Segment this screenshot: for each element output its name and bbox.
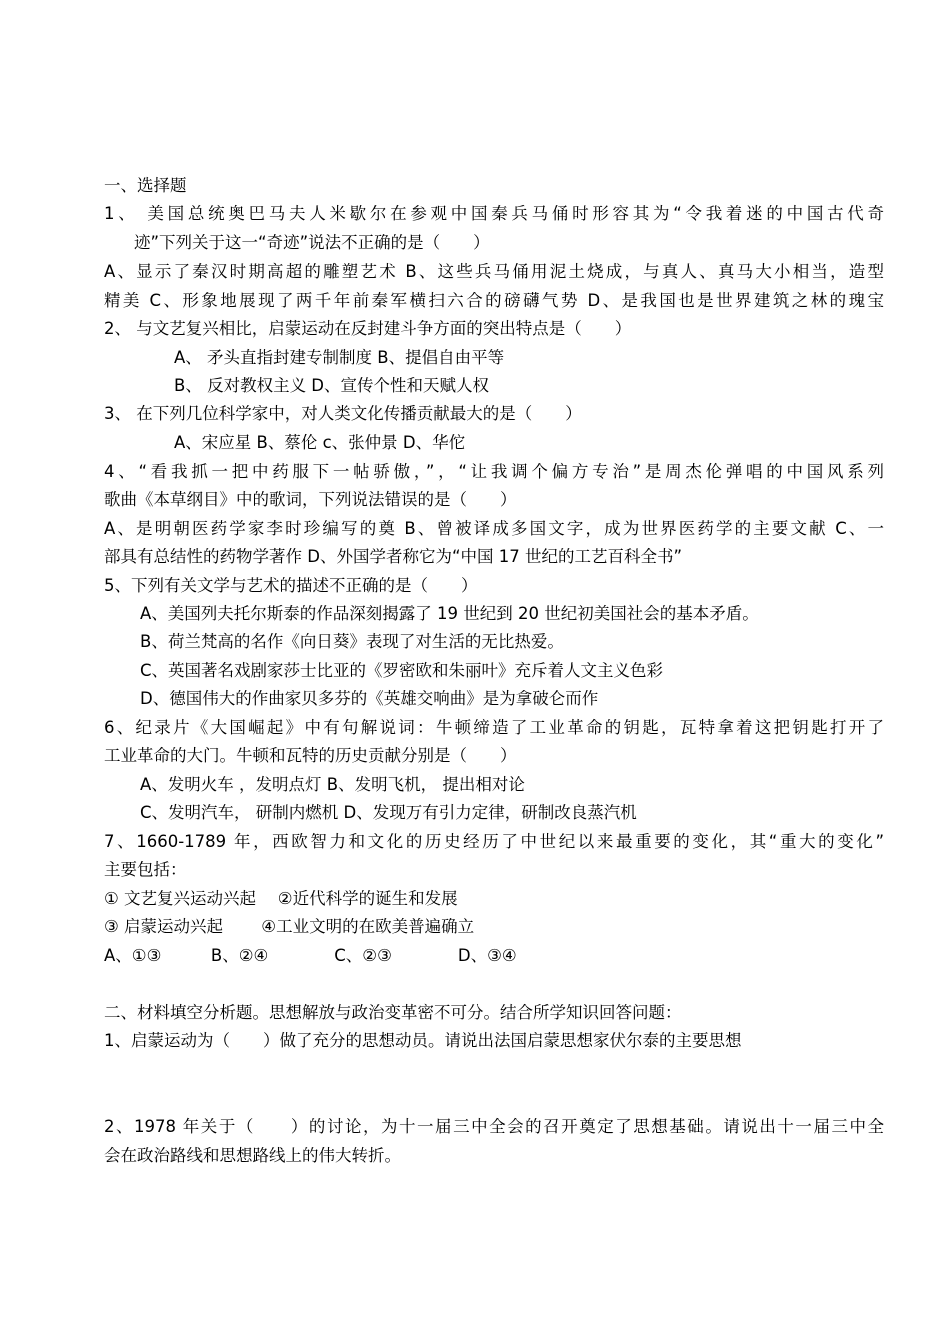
q7-stem-line1: 7、1660-1789 年，西欧智力和文化的历史经历了中世纪以来最重要的变化，其“重大的变化”	[104, 832, 884, 851]
q2-options-line2: B、 反对教权主义 D、宣传个性和天赋人权	[174, 376, 490, 395]
q4-options-line1: A、是明朝医药学家李时珍编写的奠 B、曾被译成多国文字，成为世界医药学的主要文献 C、一	[104, 519, 884, 538]
q7-items-line2: ③ 启蒙运动兴起 ④工业文明的在欧美普遍确立	[104, 917, 475, 936]
q4-stem-line2: 歌曲《本草纲目》中的歌词，下列说法错误的是（ ）	[104, 490, 517, 509]
q7-options: A、①③ B、②④ C、②③ D、③④	[104, 946, 517, 965]
q6-options-line2: C、发明汽车， 研制内燃机 D、发现万有引力定律，研制改良蒸汽机	[140, 803, 637, 822]
section2-heading: 二、材料填空分析题。思想解放与政治变革密不可分。结合所学知识回答问题：	[104, 1003, 682, 1022]
q1-options-line2: 精美 C、形象地展现了两千年前秦军横扫六合的磅礴气势 D、是我国也是世界建筑之林的瑰宝	[104, 291, 884, 310]
q5-option-b: B、荷兰梵高的名作《向日葵》表现了对生活的无比热爱。	[140, 632, 564, 651]
q3-stem: 3、 在下列几位科学家中，对人类文化传播贡献最大的是（ ）	[104, 404, 582, 423]
q1-stem-line1: 1、 美国总统奥巴马夫人米歇尔在参观中国秦兵马俑时形容其为“令我着迷的中国古代奇	[104, 204, 884, 223]
q2-stem: 2、 与文艺复兴相比，启蒙运动在反封建斗争方面的突出特点是（ ）	[104, 319, 632, 338]
q6-stem-line1: 6、纪录片《大国崛起》中有句解说词：牛顿缔造了工业革命的钥匙，瓦特拿着这把钥匙打开了	[104, 718, 884, 737]
q4-stem-line1: 4、“看我抓一把中药服下一帖骄傲，”，“让我调个偏方专治”是周杰伦弹唱的中国风系列	[104, 462, 884, 481]
q2-options-line1: A、 矛头直指封建专制制度 B、提倡自由平等	[174, 348, 505, 367]
q6-options-line1: A、发明火车 ，发明点灯 B、发明飞机， 提出相对论	[140, 775, 525, 794]
s2-q2-line2: 会在政治路线和思想路线上的伟大转折。	[104, 1146, 401, 1165]
q6-stem-line2: 工业革命的大门。牛顿和瓦特的历史贡献分别是（ ）	[104, 746, 517, 765]
s2-q1: 1、启蒙运动为（ ）做了充分的思想动员。请说出法国启蒙思想家伏尔泰的主要思想	[104, 1031, 742, 1050]
s2-q2-line1: 2、1978 年关于（ ）的讨论，为十一届三中全会的召开奠定了思想基础。请说出十一届三中全	[104, 1117, 884, 1136]
q5-option-a: A、美国列夫托尔斯泰的作品深刻揭露了 19 世纪到 20 世纪初美国社会的基本矛盾。	[140, 604, 759, 623]
q5-option-c: C、英国著名戏剧家莎士比亚的《罗密欧和朱丽叶》充斥着人文主义色彩	[140, 661, 664, 680]
q5-stem: 5、下列有关文学与艺术的描述不正确的是（ ）	[104, 576, 478, 595]
q7-stem-line2: 主要包括：	[104, 860, 187, 879]
q1-stem-line2: 迹”下列关于这一“奇迹”说法不正确的是（ ）	[134, 233, 490, 252]
q3-options: A、宋应星 B、蔡伦 c、张仲景 D、华佗	[174, 433, 466, 452]
q4-options-line2: 部具有总结性的药物学著作 D、外国学者称它为“中国 17 世纪的工艺百科全书”	[104, 547, 683, 566]
q1-options-line1: A、显示了秦汉时期高超的雕塑艺术 B、这些兵马俑用泥土烧成，与真人、真马大小相当，造型	[104, 262, 884, 281]
q5-option-d: D、德国伟大的作曲家贝多芬的《英雄交响曲》是为拿破仑而作	[140, 689, 599, 708]
q7-items-line1: ① 文艺复兴运动兴起 ②近代科学的诞生和发展	[104, 889, 458, 908]
section1-heading: 一、选择题	[104, 176, 187, 195]
